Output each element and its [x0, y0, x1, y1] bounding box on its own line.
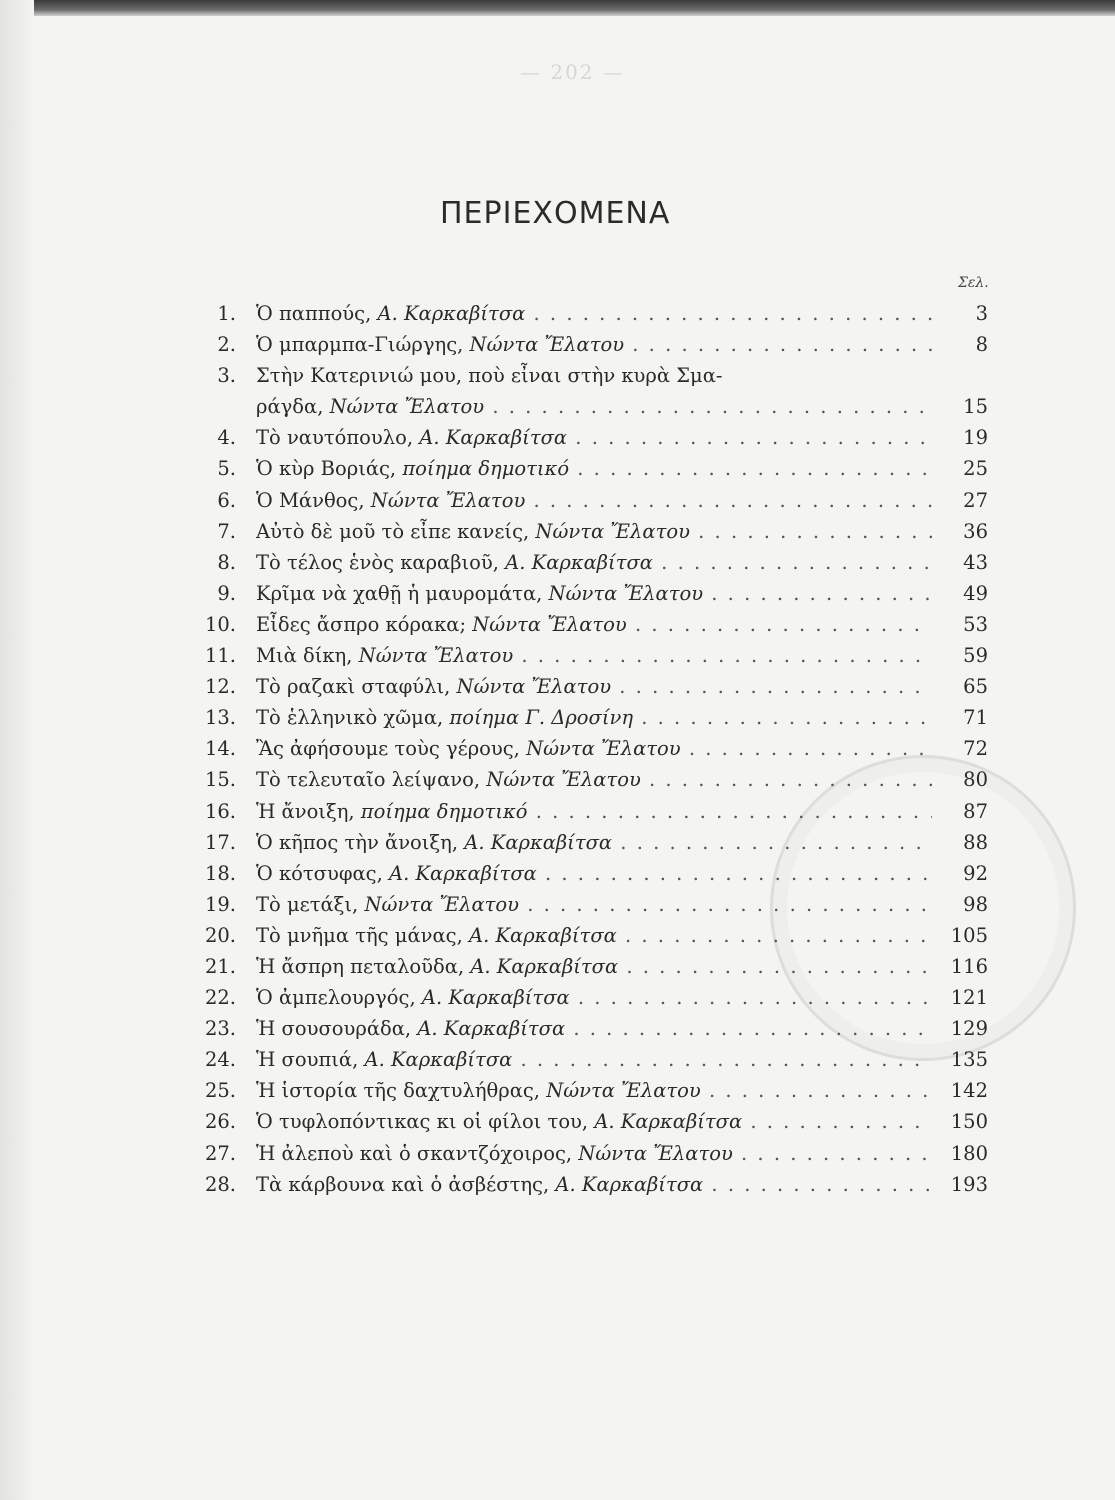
toc-entry-title: Ὁ κῆπος τὴν ἄνοιξη,: [256, 830, 459, 854]
toc-entry: [198, 485, 988, 516]
toc-entry: [198, 1169, 988, 1200]
toc-entry-number: 22.: [204, 986, 236, 1010]
toc-entry-number: 28.: [204, 1172, 236, 1196]
toc-entry-title: Εἶδες ἄσπρο κόρακα;: [256, 612, 467, 636]
toc-entry: [198, 702, 988, 733]
toc-entry-title: ράγδα,: [256, 395, 324, 419]
toc-entry-text: [256, 1169, 932, 1200]
toc-entry-number: 5.: [217, 457, 236, 481]
toc-entry-author: Νώντα Ἔλατου: [329, 395, 485, 419]
toc-entry-text: [256, 329, 932, 360]
toc-entry-author: Α. Καρκαβίτσα: [388, 861, 537, 885]
toc-entry-author: Α. Καρκαβίτσα: [464, 830, 613, 854]
toc-entry-text: [256, 609, 932, 640]
toc-entry-text: [256, 889, 932, 920]
toc-entry-page: 116: [950, 954, 988, 978]
toc-entry-title: Ὁ κότσυφας,: [256, 861, 383, 885]
toc-entry: [198, 329, 988, 360]
toc-entry-number: 25.: [204, 1079, 236, 1103]
toc-entry-text: [256, 640, 932, 671]
toc-entry: [198, 516, 988, 547]
toc-entry-text: [256, 1075, 932, 1106]
toc-entry-page: 27: [963, 488, 988, 512]
toc-entry-title: Τὰ κάρβουνα καὶ ὁ ἀσβέστης,: [256, 1172, 550, 1196]
toc-entry-title: Ἡ ἄνοιξη,: [256, 799, 355, 823]
toc-entry-number: 10.: [204, 612, 236, 636]
toc-entry-number: 26.: [204, 1110, 236, 1134]
toc-entry-page: 53: [963, 612, 988, 636]
toc-entry-number: 8.: [217, 550, 236, 574]
toc-entry: [198, 858, 988, 889]
toc-entry-page: 92: [963, 861, 988, 885]
toc-entry-title: Ὁ τυφλοπόντικας κι οἱ φίλοι του,: [256, 1110, 589, 1134]
toc-entry-page: 25: [963, 457, 988, 481]
toc-entry-title: Στὴν Κατερινιώ μου, ποὺ εἶναι στὴν κυρὰ Σμα-: [256, 364, 723, 388]
toc-entry-title: Ἡ σουπιά,: [256, 1048, 359, 1072]
toc-entry-author: Α. Καρκαβίτσα: [421, 986, 570, 1010]
toc-entry-author: Νώντα Ἔλατου: [364, 892, 520, 916]
toc-entry-author: ποίημα δημοτικό: [402, 457, 570, 481]
toc-entry-page: 142: [950, 1079, 988, 1103]
toc-entry-text: [256, 702, 932, 733]
toc-entry-author: Α. Καρκαβίτσα: [468, 923, 617, 947]
toc-entry-text: [256, 827, 932, 858]
toc-entry: [198, 298, 988, 329]
toc-entry-page: 121: [950, 986, 988, 1010]
toc-entry-number: 23.: [204, 1017, 236, 1041]
toc-entry: [198, 764, 988, 795]
toc-entry-text: [256, 671, 932, 702]
toc-entry-page: 105: [950, 923, 988, 947]
toc-entry-number: 1.: [217, 302, 236, 325]
toc-entry: [198, 671, 988, 702]
toc-entry-text: [256, 578, 932, 609]
toc-entry-text: [256, 516, 932, 547]
toc-entry-text: [256, 360, 932, 391]
page-title: ΠΕΡΙΕΧΟΜΕΝΑ: [440, 196, 671, 231]
toc-entry-text: [256, 1044, 932, 1075]
toc-entry-page: 180: [950, 1141, 988, 1165]
toc-entry-number: 14.: [204, 737, 236, 761]
toc-entry-text: [256, 1138, 932, 1169]
toc-entry-number: 21.: [204, 954, 236, 978]
toc-entry-text: [256, 920, 932, 951]
toc-entry: [198, 547, 988, 578]
toc-entry-text: [256, 1106, 932, 1137]
toc-entry-text: [256, 764, 932, 795]
toc-entry-title: Τὸ ἑλληνικὸ χῶμα,: [256, 706, 444, 730]
toc-entry-title: Τὸ ραζακὶ σταφύλι,: [256, 675, 451, 699]
toc-entry: [198, 1013, 988, 1044]
toc-entry-author: Α. Καρκαβίτσα: [364, 1048, 513, 1072]
toc-entry-title: Ἡ σουσουράδα,: [256, 1017, 412, 1041]
toc-entry-title: Τὸ τελευταῖο λείψανο,: [256, 768, 481, 792]
toc-entry-number: 18.: [204, 861, 236, 885]
toc-entry-page: 80: [963, 768, 988, 792]
toc-entry: [198, 640, 988, 671]
toc-entry-number: 17.: [204, 830, 236, 854]
toc-entry-number: 20.: [204, 923, 236, 947]
toc-entry-number: 15.: [204, 768, 236, 792]
toc-entry-text: [256, 858, 932, 889]
toc-entry: [198, 360, 988, 391]
toc-entry-author: ποίημα Γ. Δροσίνη: [449, 706, 634, 730]
toc-entry-author: Α. Καρκαβίτσα: [505, 550, 653, 574]
toc-entry-page: 150: [950, 1110, 988, 1134]
toc-entry: [198, 391, 988, 422]
toc-entry: [198, 982, 988, 1013]
toc-entry-author: Νώντα Ἔλατου: [456, 675, 612, 699]
toc-entry-number: 27.: [204, 1141, 236, 1165]
toc-entry-title: Τὸ μνῆμα τῆς μάνας,: [256, 923, 463, 947]
toc-entry-author: ποίημα δημοτικό: [360, 799, 528, 823]
toc-entry-page: 129: [950, 1017, 988, 1041]
toc-entry-page: 193: [950, 1172, 988, 1196]
toc-entry-number: 7.: [217, 519, 236, 543]
toc-entry-title: Ἡ ἄσπρη πεταλοῦδα,: [256, 954, 465, 978]
toc-entry-author: Α. Καρκαβίτσα: [419, 426, 568, 450]
toc-entry-text: [256, 951, 932, 982]
toc-entry-number: 19.: [204, 892, 236, 916]
scan-top-edge: [0, 0, 1115, 16]
toc-entry-page: 87: [963, 799, 988, 823]
toc-entry-author: Νώντα Ἔλατου: [486, 768, 641, 792]
toc-entry-page: 43: [963, 550, 988, 574]
toc-entry-author: Νώντα Ἔλατου: [358, 644, 514, 668]
toc-entry-page: 135: [950, 1048, 988, 1072]
toc-entry-text: [256, 1013, 932, 1044]
toc-entry: [198, 1044, 988, 1075]
toc-entry: [198, 889, 988, 920]
toc-entry-page: 49: [963, 581, 988, 605]
toc-entry-page: 88: [963, 830, 988, 854]
toc-entry-number: 6.: [217, 488, 236, 512]
toc-entry: [198, 920, 988, 951]
toc-entry-title: Τὸ μετάξι,: [256, 892, 359, 916]
toc-entry-text: [256, 733, 932, 764]
toc-entry-author: Α. Καρκαβίτσα: [377, 302, 526, 325]
toc-entry-text: [256, 485, 932, 516]
page-column-label: Σελ.: [958, 275, 989, 291]
toc-entry-page: 59: [963, 644, 988, 668]
toc-entry-title: Τὸ τέλος ἑνὸς καραβιοῦ,: [256, 550, 499, 574]
toc-entry: [198, 1106, 988, 1137]
toc-entry-number: 16.: [204, 799, 236, 823]
toc-entry-page: 19: [963, 426, 988, 450]
toc-entry-title: Ἡ ἀλεποὺ καὶ ὁ σκαντζόχοιρος,: [256, 1141, 573, 1165]
toc-entry-title: Ὁ μπαρμπα-Γιώργης,: [256, 333, 464, 357]
toc-entry-author: Νώντα Ἔλατου: [370, 488, 526, 512]
toc-entry-text: [256, 453, 932, 484]
toc-entry-number: 13.: [204, 706, 236, 730]
toc-entry-title: Ὁ παππούς,: [256, 302, 372, 325]
scan-binding-shadow: [0, 0, 34, 1500]
toc-entry-text: [256, 391, 932, 422]
toc-entry-page: 8: [975, 333, 988, 357]
toc-entry-author: Α. Καρκαβίτσα: [555, 1172, 704, 1196]
toc-entry-text: [256, 547, 932, 578]
table-of-contents: [198, 298, 988, 1200]
toc-entry-title: Κρῖμα νὰ χαθῇ ἡ μαυρομάτα,: [256, 581, 543, 605]
toc-entry-author: Νώντα Ἔλατου: [472, 612, 627, 636]
toc-entry-author: Νώντα Ἔλατου: [535, 519, 690, 543]
toc-entry: [198, 733, 988, 764]
toc-entry-text: [256, 298, 932, 329]
toc-entry-author: Α. Καρκαβίτσα: [470, 954, 619, 978]
toc-entry-page: 3: [975, 302, 988, 325]
toc-entry: [198, 578, 988, 609]
toc-entry-page: 36: [963, 519, 988, 543]
toc-entry-number: 4.: [217, 426, 236, 450]
toc-entry-number: 12.: [204, 675, 236, 699]
toc-entry-text: [256, 796, 932, 827]
toc-entry-page: 71: [963, 706, 988, 730]
toc-entry-title: Ὁ Μάνθος,: [256, 488, 365, 512]
toc-entry-page: 15: [963, 395, 988, 419]
toc-entry-author: Νώντα Ἔλατου: [548, 581, 704, 605]
toc-entry-author: Α. Καρκαβίτσα: [594, 1110, 743, 1134]
toc-entry-number: 9.: [217, 581, 236, 605]
toc-entry-page: 65: [963, 675, 988, 699]
toc-entry-number: 24.: [204, 1048, 236, 1072]
toc-entry-text: [256, 422, 932, 453]
toc-entry-title: Ὁ κὺρ Βοριάς,: [256, 457, 397, 481]
toc-entry: [198, 609, 988, 640]
toc-entry-author: Α. Καρκαβίτσα: [417, 1017, 566, 1041]
toc-entry-author: Νώντα Ἔλατου: [526, 737, 681, 761]
toc-entry-title: Μιὰ δίκη,: [256, 644, 353, 668]
toc-entry: [198, 827, 988, 858]
toc-entry-number: 11.: [204, 644, 236, 668]
toc-entry-page: 98: [963, 892, 988, 916]
toc-entry: [198, 453, 988, 484]
toc-entry: [198, 951, 988, 982]
toc-entry-title: Ἡ ἱστορία τῆς δαχτυλήθρας,: [256, 1079, 540, 1103]
toc-entry-title: Αὐτὸ δὲ μοῦ τὸ εἶπε κανείς,: [256, 519, 530, 543]
toc-entry-author: Νώντα Ἔλατου: [546, 1079, 701, 1103]
toc-entry: [198, 422, 988, 453]
bleed-through-page-number: — 202 —: [520, 60, 625, 84]
toc-entry-page: 72: [963, 737, 988, 761]
toc-entry-text: [256, 982, 932, 1013]
toc-entry-author: Νώντα Ἔλατου: [578, 1141, 733, 1165]
toc-entry: [198, 1075, 988, 1106]
toc-entry-title: Ὁ ἀμπελουργός,: [256, 986, 416, 1010]
toc-entry: [198, 1138, 988, 1169]
toc-entry-number: 2.: [217, 333, 236, 357]
toc-entry: [198, 796, 988, 827]
toc-entry-author: Νώντα Ἔλατου: [469, 333, 625, 357]
toc-entry-number: 3.: [217, 364, 236, 388]
toc-entry-title: Τὸ ναυτόπουλο,: [256, 426, 414, 450]
toc-entry-title: Ἂς ἀφήσουμε τοὺς γέρους,: [256, 737, 520, 761]
